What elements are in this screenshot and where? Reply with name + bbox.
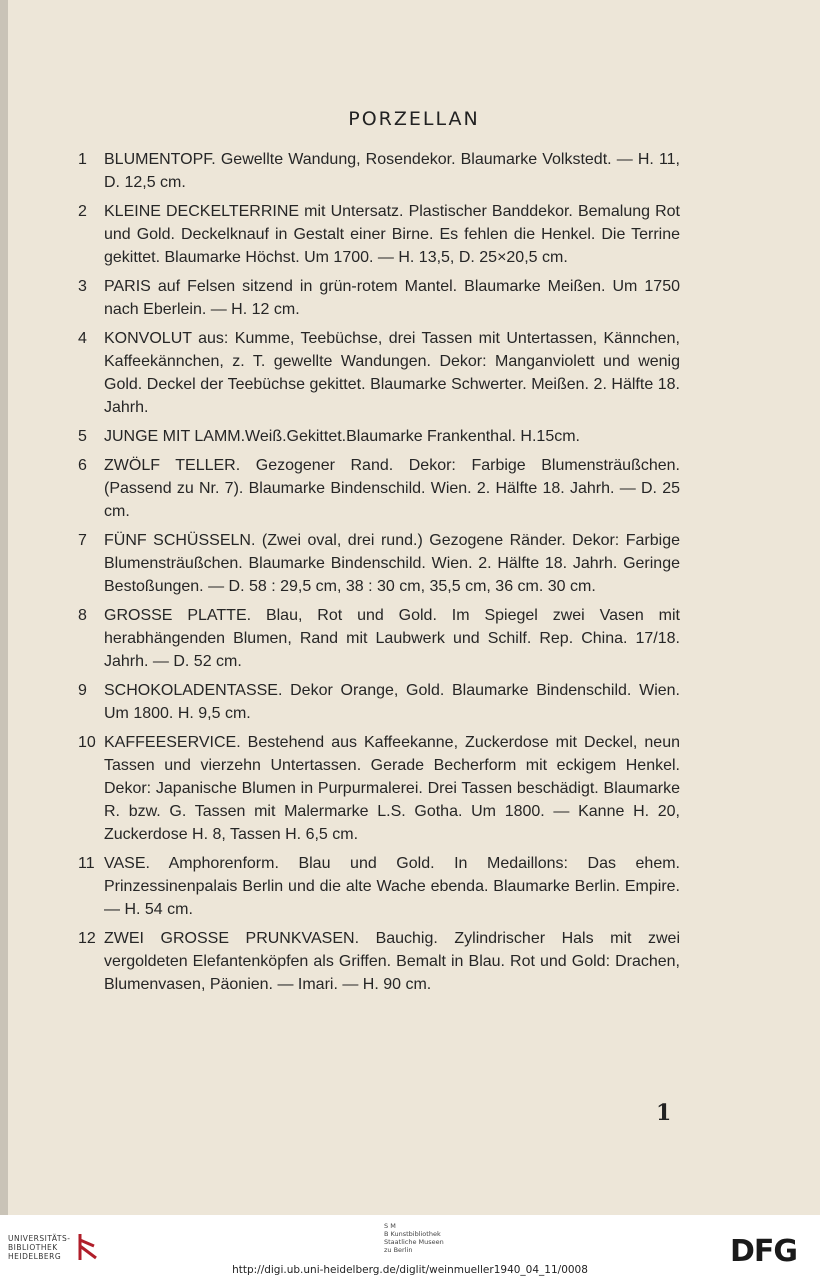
catalog-entry (78, 200, 680, 269)
entry-number: 11 (78, 855, 95, 872)
stamp-line: S M (384, 1222, 396, 1230)
entry-number: 1 (78, 151, 87, 168)
entry-number: 6 (78, 457, 87, 474)
catalog-entry (78, 275, 680, 321)
catalog-entry (78, 852, 680, 921)
entry-number: 3 (78, 278, 87, 295)
library-emblem-icon (76, 1232, 100, 1262)
catalog-entries (78, 148, 680, 1002)
catalog-entry (78, 604, 680, 673)
entry-text: KLEINE DECKELTERRINE mit Untersatz. Plastischer Banddekor. Bemalung Rot und Gold. Deckelknauf in Gestalt einer Birne. Es fehlen die Henkel. Die Terrine gekittet. Blaumarke Höchst. Um 1700. — H. 13,5, D. 25×20,5 cm. (104, 203, 680, 266)
entry-text: JUNGE MIT LAMM.Weiß.Gekittet.Blaumarke Frankenthal. H.15cm. (104, 428, 580, 445)
entry-text: FÜNF SCHÜSSELN. (Zwei oval, drei rund.) Gezogene Ränder. Dekor: Farbige Blumensträußchen. Blaumarke Bindenschild. Wien. 2. Hälfte 18. Jahrh. Geringe Bestoßungen. — D. 58 : 29,5 cm, 38 : 30 cm, 35,5 cm, 36 cm. 30 cm. (104, 532, 680, 595)
entry-text: SCHOKOLADENTASSE. Dekor Orange, Gold. Blaumarke Bindenschild. Wien. Um 1800. H. 9,5 cm. (104, 682, 680, 722)
library-logo-text: UNIVERSITÄTS- BIBLIOTHEK HEIDELBERG (8, 1233, 71, 1261)
entry-number: 5 (78, 428, 87, 445)
entry-number: 8 (78, 607, 87, 624)
entry-text: PARIS auf Felsen sitzend in grün-rotem Mantel. Blaumarke Meißen. Um 1750 nach Eberlein. — H. 12 cm. (104, 278, 680, 318)
entry-number: 12 (78, 930, 96, 947)
entry-text: ZWÖLF TELLER. Gezogener Rand. Dekor: Farbige Blumensträußchen. (Passend zu Nr. 7). Blaumarke Bindenschild. Wien. 2. Hälfte 18. Jahrh. — D. 25 cm. (104, 457, 680, 520)
entry-text: ZWEI GROSSE PRUNKVASEN. Bauchig. Zylindrischer Hals mit zwei vergoldeten Elefantenköpfen als Griffen. Bemalt in Blau. Rot und Gold: Drachen, Blumenvasen, Päonien. — Imari. — H. 90 cm. (104, 930, 680, 993)
stamp-line: zu Berlin (384, 1246, 413, 1254)
stamp-line: B Kunstbibliothek (384, 1230, 441, 1238)
catalog-entry (78, 731, 680, 846)
entry-text: VASE. Amphorenform. Blau und Gold. In Medaillons: Das ehem. Prinzessinenpalais Berlin und die alte Wache ebenda. Blaumarke Berlin. Empire. — H. 54 cm. (104, 855, 680, 918)
entry-number: 2 (78, 203, 87, 220)
section-heading: PORZELLAN (348, 108, 480, 130)
page-number: 1 (656, 1100, 672, 1126)
catalog-entry (78, 148, 680, 194)
entry-text: BLUMENTOPF. Gewellte Wandung, Rosendekor. Blaumarke Volkstedt. — H. 11, D. 12,5 cm. (104, 151, 680, 191)
catalog-entry (78, 927, 680, 996)
catalog-entry (78, 327, 680, 419)
entry-text: KAFFEESERVICE. Bestehend aus Kaffeekanne, Zuckerdose mit Deckel, neun Tassen und vierzehn Untertassen. Gerade Becherform mit eckigem Henkel. Dekor: Japanische Blumen in Purpurmalerei. Drei Tassen beschädigt. Blaumarke R. bzw. G. Tassen mit Malermarke L.S. Gotha. Um 1800. — Kanne H. 20, Zuckerdose H. 8, Tassen H. 6,5 cm. (104, 734, 680, 843)
entry-text: GROSSE PLATTE. Blau, Rot und Gold. Im Spiegel zwei Vasen mit herabhängenden Blumen, Rand mit Laubwerk und Schilf. Rep. China. 17/18. Jahrh. — D. 52 cm. (104, 607, 680, 670)
stamp-line: Staatliche Museen (384, 1238, 444, 1246)
scanned-page (8, 0, 820, 1215)
permalink-url[interactable]: http://digi.ub.uni-heidelberg.de/diglit/weinmueller1940_04_11/0008 (232, 1264, 588, 1276)
catalog-entry (78, 454, 680, 523)
entry-number: 4 (78, 330, 87, 347)
catalog-entry (78, 529, 680, 598)
entry-text: KONVOLUT aus: Kumme, Teebüchse, drei Tassen mit Untertassen, Kännchen, Kaffeekännchen, z. T. gewellte Wandungen. Dekor: Manganviolett und wenig Gold. Deckel der Teebüchse gekittet. Blaumarke Schwerter. Meißen. 2. Hälfte 18. Jahrh. (104, 330, 680, 416)
entry-number: 7 (78, 532, 87, 549)
library-stamp (384, 1222, 444, 1254)
catalog-entry (78, 425, 680, 448)
entry-number: 10 (78, 734, 96, 751)
entry-number: 9 (78, 682, 87, 699)
page-edge (0, 0, 8, 1215)
catalog-entry (78, 679, 680, 725)
dfg-logo[interactable]: DFG (730, 1234, 798, 1269)
library-logo[interactable] (8, 1232, 100, 1262)
